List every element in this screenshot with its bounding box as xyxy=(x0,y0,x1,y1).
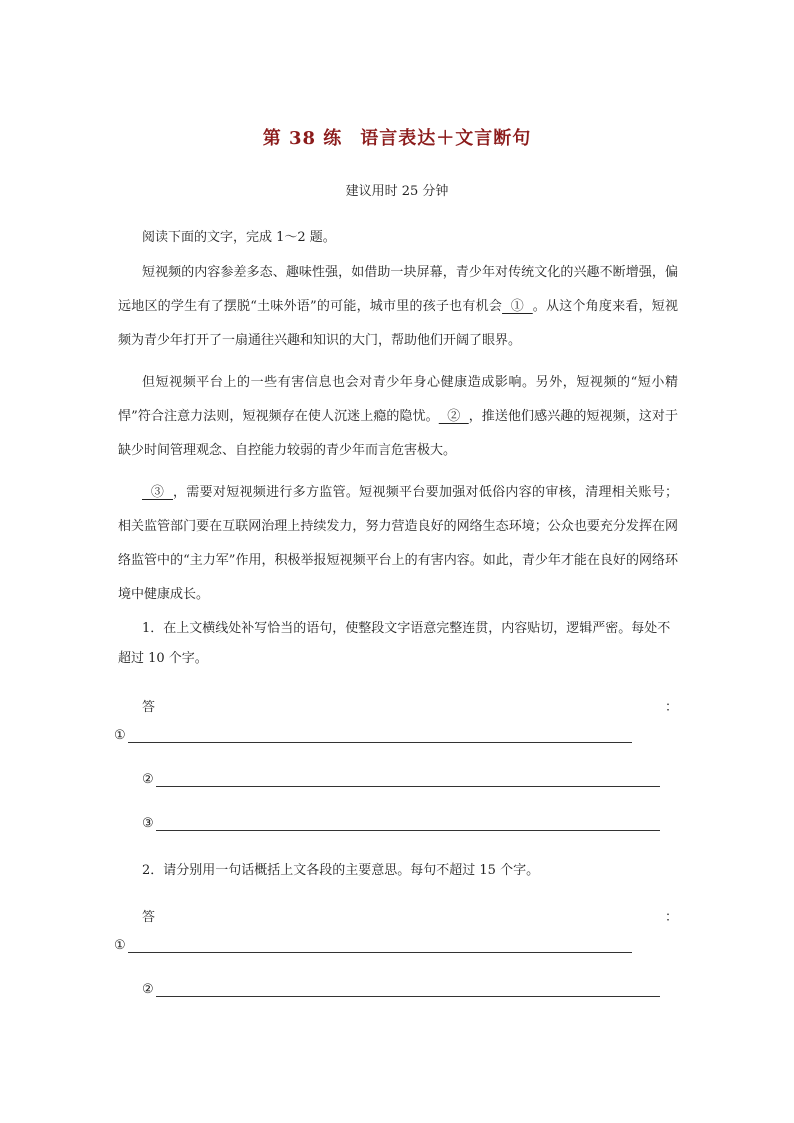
answer-line-1-3[interactable] xyxy=(142,816,660,831)
question-2: 2．请分别用一句话概括上文各段的主要意思。每句不超过 15 个字。 xyxy=(142,863,540,878)
reading-instruction: 阅读下面的文字，完成 1～2 题。 xyxy=(142,230,336,245)
passage-paragraph-1: 短视频的内容参差多态、趣味性强，如借助一块屏幕，青少年对传统文化的兴趣不断增强，偏远地区的学生有了摆脱“土味外语”的可能，城市里的孩子也有机会 ① 。从这个角度来看，短视频为青少年打开了一扇通往兴趣和知识的大门，帮助他们开阔了眼界。 xyxy=(118,265,679,348)
title-topic: 语言表达＋文言断句 xyxy=(360,128,532,149)
answer-line-2-2[interactable] xyxy=(142,982,660,997)
question-1: 1．在上文横线处补写恰当的语句，使整段文字语意完整连贯，内容贴切，逻辑严密。每处不超过 10 个字。 xyxy=(118,621,671,666)
answer-label-1: 答 ： xyxy=(142,700,678,715)
circle-3-mark: ③ xyxy=(142,816,154,831)
suggested-time: 建议用时 25 分钟 xyxy=(345,184,449,199)
answer-line-1-1[interactable] xyxy=(114,728,632,743)
blank-1[interactable]: ① xyxy=(502,299,533,314)
circle-2-mark: ② xyxy=(142,772,154,787)
page-title xyxy=(0,124,794,150)
answer-label-2: 答 ： xyxy=(142,910,678,925)
answer-line-2-1[interactable] xyxy=(114,938,632,953)
circle-2-mark: ② xyxy=(142,982,154,997)
passage-paragraph-2: 但短视频平台上的一些有害信息也会对青少年身心健康造成影响。另外，短视频的“短小精悍”符合注意力法则，短视频存在使人沉迷上瘾的隐忧。 ② ，推送他们感兴趣的短视频，这对于缺少时间管理观念、自控能力较弱的青少年而言危害极大。 xyxy=(118,375,678,458)
title-lesson-number: 第 38 练 xyxy=(262,128,343,149)
blank-2[interactable]: ② xyxy=(438,409,469,424)
circle-1-mark: ① xyxy=(114,728,126,743)
circle-1-mark: ① xyxy=(114,938,126,953)
passage-paragraph-3: ③ ，需要对短视频进行多方监管。短视频平台要加强对低俗内容的审核，清理相关账号；相关监管部门要在互联网治理上持续发力，努力营造良好的网络生态环境；公众也要充分发挥在网络监管中的“主力军”作用，积极举报短视频平台上的有害内容。如此，青少年才能在良好的网络环境中健康成长。 xyxy=(118,485,678,602)
blank-3[interactable]: ③ xyxy=(142,485,174,500)
answer-line-1-2[interactable] xyxy=(142,772,660,787)
